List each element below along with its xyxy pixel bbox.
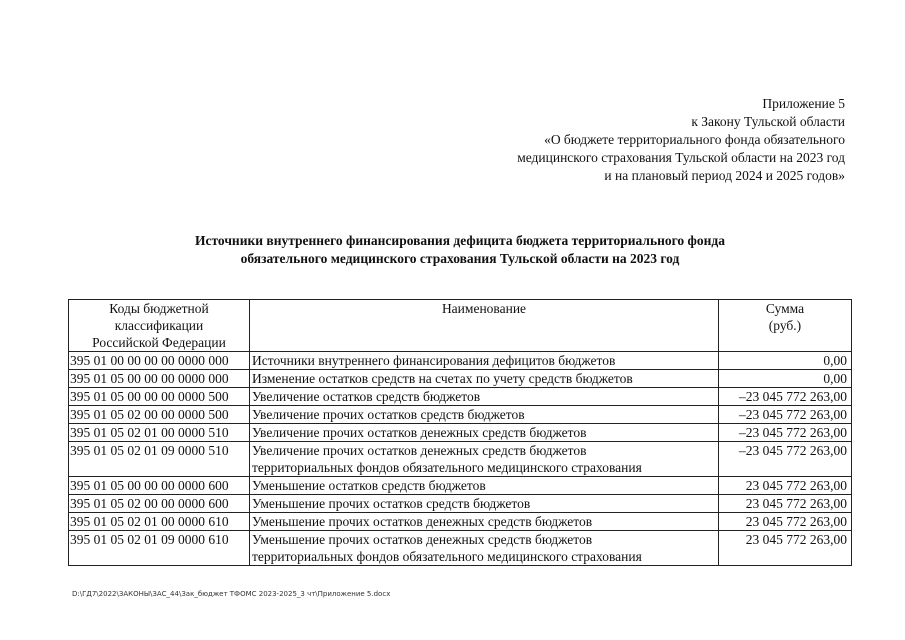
table-row [69, 406, 852, 424]
budget-code-cell: 395 01 05 02 01 00 0000 510 [69, 424, 250, 442]
amount-cell: –23 045 772 263,00 [719, 442, 852, 477]
header-line: к Закону Тульской области [691, 114, 845, 129]
table-row [69, 442, 852, 477]
financing-sources-table [68, 299, 852, 566]
table-row [69, 513, 852, 531]
column-header-amount [719, 300, 852, 352]
item-name-line: Уменьшение прочих остатков денежных средств бюджетов [252, 532, 593, 547]
budget-code-cell: 395 01 05 02 01 09 0000 510 [69, 442, 250, 477]
item-name-cell [250, 495, 719, 513]
item-name-cell [250, 442, 719, 477]
item-name-cell [250, 406, 719, 424]
table-row [69, 495, 852, 513]
amount-cell: –23 045 772 263,00 [719, 406, 852, 424]
budget-code-cell: 395 01 05 02 01 00 0000 610 [69, 513, 250, 531]
item-name-line: Увеличение прочих остатков средств бюджетов [252, 407, 525, 422]
item-name-line: Изменение остатков средств на счетах по учету средств бюджетов [252, 371, 633, 386]
column-header-line: (руб.) [768, 318, 802, 333]
appendix-header [517, 95, 845, 185]
budget-code-cell: 395 01 05 02 00 00 0000 500 [69, 406, 250, 424]
column-header-line: Сумма [765, 301, 805, 316]
budget-code-cell: 395 01 05 00 00 00 0000 000 [69, 370, 250, 388]
budget-code-cell: 395 01 05 02 01 09 0000 610 [69, 531, 250, 566]
item-name-cell [250, 352, 719, 370]
amount-cell: 23 045 772 263,00 [719, 513, 852, 531]
item-name-cell [250, 477, 719, 495]
column-header-line: классификации [114, 318, 204, 333]
item-name-cell [250, 513, 719, 531]
column-header-line: Коды бюджетной [109, 301, 209, 316]
item-name-cell [250, 388, 719, 406]
file-path-footer: D:\ГД7\2022\ЗАКОНЫ\ЗАС_44\Зак_бюджет ТФОМС 2023-2025_3 чт\Приложение 5.docx [72, 590, 391, 598]
budget-code-cell: 395 01 05 02 00 00 0000 600 [69, 495, 250, 513]
item-name-cell [250, 531, 719, 566]
item-name-cell [250, 370, 719, 388]
column-header-line: Наименование [441, 301, 527, 316]
header-line: медицинского страхования Тульской области на 2023 год [517, 150, 845, 165]
amount-cell: 0,00 [719, 352, 852, 370]
table-row [69, 370, 852, 388]
header-line: и на плановый период 2024 и 2025 годов» [604, 168, 845, 183]
amount-cell: 23 045 772 263,00 [719, 477, 852, 495]
item-name-line: территориальных фондов обязательного медицинского страхования [252, 549, 642, 564]
title-line: обязательного медицинского страхования Тульской области на 2023 год [240, 251, 680, 266]
table-row [69, 424, 852, 442]
item-name-line: Увеличение прочих остатков денежных средств бюджетов [252, 425, 587, 440]
table-row [69, 531, 852, 566]
column-header-name [250, 300, 719, 352]
amount-cell: 0,00 [719, 370, 852, 388]
table-body [69, 352, 852, 566]
item-name-line: территориальных фондов обязательного медицинского страхования [252, 460, 642, 475]
column-header-line: Российской Федерации [92, 335, 226, 350]
table-row [69, 388, 852, 406]
budget-code-cell: 395 01 05 00 00 00 0000 500 [69, 388, 250, 406]
amount-cell: –23 045 772 263,00 [719, 424, 852, 442]
amount-cell: –23 045 772 263,00 [719, 388, 852, 406]
table-row [69, 352, 852, 370]
table-row [69, 477, 852, 495]
amount-cell: 23 045 772 263,00 [719, 495, 852, 513]
header-line: Приложение 5 [762, 96, 845, 111]
amount-cell: 23 045 772 263,00 [719, 531, 852, 566]
item-name-line: Уменьшение прочих остатков средств бюджетов [252, 496, 531, 511]
header-line: «О бюджете территориального фонда обязательного [544, 132, 845, 147]
item-name-line: Увеличение прочих остатков денежных средств бюджетов [252, 443, 587, 458]
table-header-row [69, 300, 852, 352]
item-name-line: Уменьшение остатков средств бюджетов [252, 478, 486, 493]
budget-code-cell: 395 01 00 00 00 00 0000 000 [69, 352, 250, 370]
item-name-cell [250, 424, 719, 442]
document-title [60, 232, 860, 268]
budget-code-cell: 395 01 05 00 00 00 0000 600 [69, 477, 250, 495]
item-name-line: Увеличение остатков средств бюджетов [252, 389, 481, 404]
item-name-line: Источники внутреннего финансирования дефицитов бюджетов [252, 353, 616, 368]
title-line: Источники внутреннего финансирования дефицита бюджета территориального фонда [194, 233, 726, 248]
item-name-line: Уменьшение прочих остатков денежных средств бюджетов [252, 514, 593, 529]
column-header-codes [69, 300, 250, 352]
